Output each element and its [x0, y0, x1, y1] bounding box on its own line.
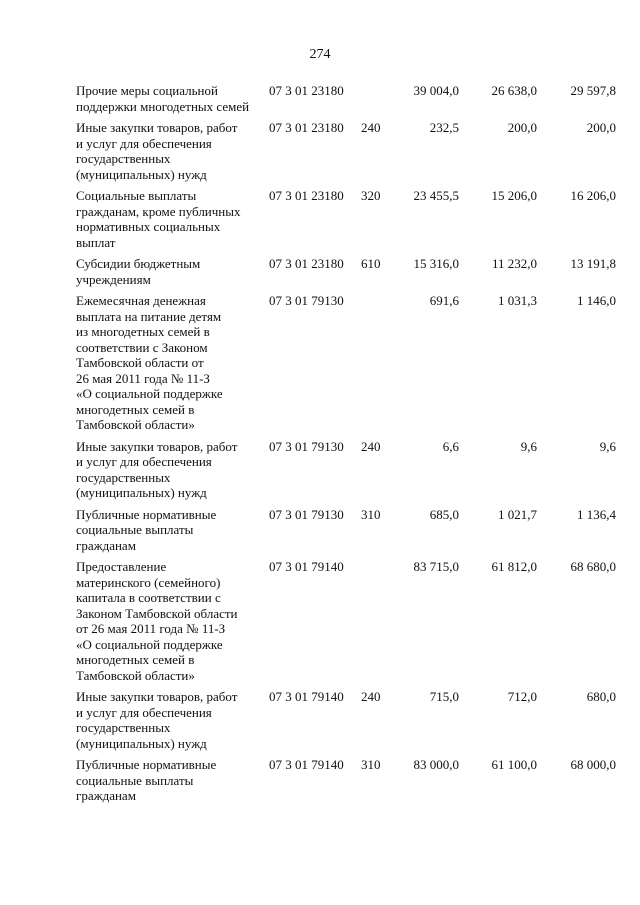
row-value-3: 680,0 [586, 689, 616, 704]
row-value-2: 200,0 [507, 120, 537, 135]
table-row [76, 507, 616, 554]
budget-table [76, 83, 616, 810]
row-code: 07 3 01 79140 [269, 689, 344, 704]
row-name: Иные закупки товаров, работ и услуг для обеспечения государственных (муниципальных) нужд [76, 438, 238, 500]
row-value-3: 68 000,0 [570, 757, 616, 772]
row-value-2: 26 638,0 [491, 83, 537, 98]
row-value-3: 29 597,8 [570, 83, 616, 98]
row-value-2: 9,6 [520, 438, 537, 454]
row-value-3: 1 146,0 [577, 293, 616, 308]
row-name: Социальные выплаты гражданам, кроме публичных нормативных социальных выплат [76, 188, 241, 250]
row-value-2: 61 100,0 [491, 757, 537, 772]
row-expense-type: 310 [361, 757, 381, 772]
table-row [76, 293, 616, 433]
table-row [76, 689, 616, 751]
table-row [76, 439, 616, 501]
table-row [76, 559, 616, 683]
row-value-2: 1 021,7 [498, 506, 537, 522]
row-value-1: 83 000,0 [413, 757, 459, 772]
row-value-1: 685,0 [429, 506, 459, 522]
row-value-1: 15 316,0 [413, 256, 459, 271]
row-name: Публичные нормативные социальные выплаты гражданам [76, 757, 217, 803]
table-row [76, 188, 616, 250]
row-value-3: 9,6 [599, 438, 616, 454]
row-name: Публичные нормативные социальные выплаты гражданам [76, 506, 217, 553]
table-row [76, 757, 616, 804]
row-value-2: 11 232,0 [491, 256, 537, 271]
row-expense-type: 310 [361, 506, 381, 522]
row-value-3: 1 136,4 [577, 506, 616, 522]
row-name: Субсидии бюджетным учреждениям [76, 256, 201, 287]
row-value-2: 1 031,3 [498, 293, 537, 308]
row-name: Иные закупки товаров, работ и услуг для обеспечения государственных (муниципальных) нужд [76, 689, 238, 751]
row-value-2: 15 206,0 [491, 188, 537, 203]
row-value-1: 715,0 [429, 689, 459, 704]
row-value-3: 200,0 [586, 120, 616, 135]
row-value-1: 232,5 [429, 120, 459, 135]
row-value-1: 39 004,0 [413, 83, 459, 98]
row-expense-type: 240 [361, 438, 381, 454]
row-value-1: 691,6 [429, 293, 459, 308]
row-name: Предоставление материнского (семейного) капитала в соответствии с Законом Тамбовской области от 26 мая 2011 года № 11-З «О социальной поддержке многодетных семей в Тамбовской области» [76, 559, 238, 683]
row-expense-type: 320 [361, 188, 381, 203]
row-value-2: 712,0 [507, 689, 537, 704]
row-name: Ежемесячная денежная выплата на питание детям из многодетных семей в соответствии с Законом Тамбовской области от 26 мая 2011 года № 11-З «О социальной поддержке многодетных семей в Тамбовской области» [76, 293, 223, 432]
row-value-1: 6,6 [442, 438, 459, 454]
row-code: 07 3 01 23180 [269, 120, 344, 135]
row-code: 07 3 01 79130 [269, 293, 344, 308]
row-code: 07 3 01 79130 [269, 506, 344, 522]
row-value-1: 83 715,0 [413, 559, 459, 574]
row-code: 07 3 01 23180 [269, 188, 344, 203]
table-row [76, 256, 616, 287]
page-number: 274 [309, 47, 331, 62]
row-value-3: 16 206,0 [570, 188, 616, 203]
row-name: Иные закупки товаров, работ и услуг для обеспечения государственных (муниципальных) нужд [76, 120, 238, 182]
row-code: 07 3 01 79130 [269, 438, 344, 454]
row-expense-type: 240 [361, 689, 381, 704]
table-row [76, 120, 616, 182]
row-value-3: 13 191,8 [570, 256, 616, 271]
table-row [76, 83, 616, 114]
row-code: 07 3 01 23180 [269, 256, 344, 271]
row-value-1: 23 455,5 [413, 188, 459, 203]
row-name: Прочие меры социальной поддержки многодетных семей [76, 83, 250, 114]
row-value-3: 68 680,0 [570, 559, 616, 574]
row-code: 07 3 01 79140 [269, 559, 344, 574]
row-expense-type: 240 [361, 120, 381, 135]
row-expense-type: 610 [361, 256, 381, 271]
row-value-2: 61 812,0 [491, 559, 537, 574]
row-code: 07 3 01 79140 [269, 757, 344, 772]
row-code: 07 3 01 23180 [269, 83, 344, 98]
